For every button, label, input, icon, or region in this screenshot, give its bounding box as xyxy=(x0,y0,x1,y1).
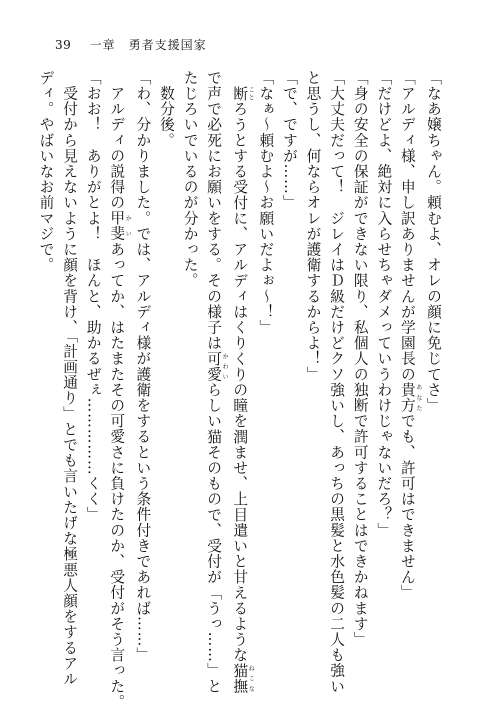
furigana-word xyxy=(108,210,132,242)
ruby-reading: あなた xyxy=(414,382,422,414)
body-text xyxy=(37,70,445,710)
text-segment xyxy=(231,70,248,86)
text-line xyxy=(421,70,445,680)
chapter-title: 一章 勇者支援国家 xyxy=(89,38,207,52)
ruby-base: 甲斐 xyxy=(108,210,126,242)
text-line xyxy=(395,70,421,680)
text-line xyxy=(34,70,58,680)
text-segment: 「なぁ～頼むよ～お願いだよぉ～！」 xyxy=(257,70,275,336)
text-segment: 「おお！ ありがとよ！ ほんと、助かるぜぇ……………くく」 xyxy=(84,70,102,523)
text-line xyxy=(228,70,255,695)
text-segment: 受付から見えないように顔を背け、「計画通り」とでも言いたげな極悪人顔をするアル xyxy=(61,70,79,687)
text-line xyxy=(154,70,178,680)
text-line xyxy=(131,70,155,680)
text-line xyxy=(105,70,132,710)
text-line xyxy=(81,70,105,680)
furigana-word xyxy=(231,85,255,102)
ruby-reading: かい xyxy=(124,210,132,242)
text-segment: 「身の安全の保証ができない限り、私個人の独断で許可することはできかねます」 xyxy=(351,70,369,648)
text-segment: 「わ、分かりました。では、アルディ様が護衛をするという条件付きであれば……」 xyxy=(134,70,152,663)
text-segment: でも、許可はできません」 xyxy=(398,413,416,601)
ruby-base: 猫撫 xyxy=(231,662,249,695)
text-segment: たじろいでいるのが分かった。 xyxy=(181,70,199,289)
text-line xyxy=(178,70,202,680)
text-segment: で声で必死にお願いをする。その様子は xyxy=(205,70,223,351)
text-segment: 「大丈夫だって！ ジレイはＤ級だけどクソ強いし、あっちの黒髪と水色髪の二人も強い xyxy=(328,70,346,694)
running-header xyxy=(55,36,207,53)
text-segment: らしい猫そのもので、受付が「うっ……」と xyxy=(205,382,223,694)
text-segment: ろうとする受付に、アルディはくりくりの瞳を潤ませ、上目遣いと甘えるような xyxy=(231,101,249,663)
ruby-reading: かわい xyxy=(221,350,229,382)
furigana-word xyxy=(205,350,229,383)
text-segment: あってか、はたまたその可愛さに負けたのか、受付がそう言った。 xyxy=(108,241,126,710)
ruby-base: 貴方 xyxy=(398,382,416,414)
furigana-word xyxy=(231,662,255,695)
text-line xyxy=(202,70,229,694)
furigana-word xyxy=(398,382,422,414)
text-segment: ディ。やばいなお前マジで。 xyxy=(37,70,55,273)
text-segment: 「だけどよ、絶対に入らせちゃダメっていうわけじゃないだろ？」 xyxy=(375,70,393,538)
text-segment: 「で、ですが……」 xyxy=(280,70,298,211)
ruby-base: 断 xyxy=(231,85,249,102)
text-segment: と思うし、何ならオレが護衛するからよ！」 xyxy=(304,70,322,382)
text-segment: 数分後。 xyxy=(157,70,175,148)
ruby-reading: こと xyxy=(247,85,255,102)
text-segment: 「なあ嬢ちゃん。頼むよ、オレの顔に免じてさ」 xyxy=(425,70,442,414)
text-line xyxy=(254,70,278,680)
ruby-base: 可愛 xyxy=(205,350,223,383)
text-line xyxy=(58,70,82,687)
page-number: 39 xyxy=(55,38,72,52)
text-line xyxy=(301,70,325,680)
text-line xyxy=(372,70,396,680)
text-segment: 「アルディ様、申し訳ありませんが学園長の xyxy=(398,70,416,382)
text-line xyxy=(277,70,301,680)
text-line xyxy=(348,70,372,680)
ruby-reading: ねこな xyxy=(247,662,255,695)
text-segment: アルディの説得の xyxy=(108,70,126,211)
text-line xyxy=(325,70,349,694)
